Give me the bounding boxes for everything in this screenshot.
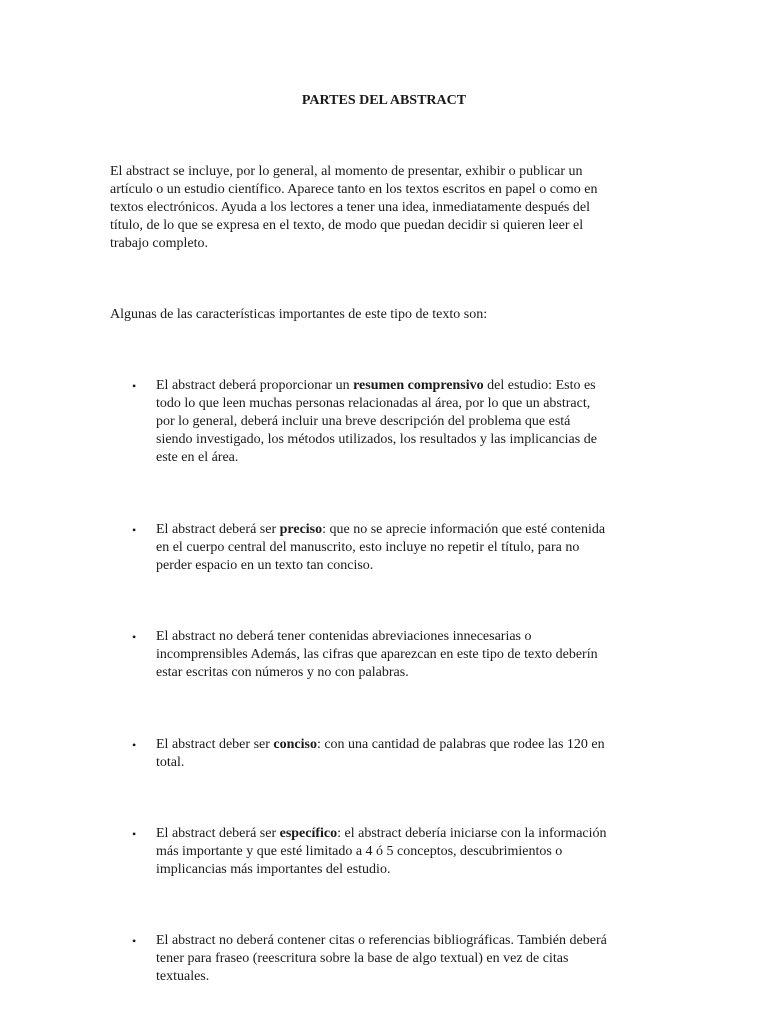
bullet-icon: • (132, 934, 137, 948)
bullet-icon: • (132, 379, 137, 393)
item-line: total. (156, 755, 185, 770)
intro-line: artículo o un estudio científico. Aparece tanto en los textos escritos en papel o como en (110, 182, 598, 197)
item-line: más importante y que esté limitado a 4 ó 5 conceptos, descubrimientos o (156, 844, 563, 859)
bullet-icon: • (132, 738, 137, 752)
item-line: textuales. (156, 969, 210, 984)
item-line: perder espacio en un texto tan conciso. (156, 558, 374, 573)
list-item-text (156, 628, 666, 682)
item-text-post: : que no se aprecie información que esté contenida (322, 522, 606, 537)
item-line: en el cuerpo central del manuscrito, esto incluye no repetir el título, para no (156, 540, 580, 555)
intro-line: título, de lo que se expresa en el texto, de modo que puedan decidir si quieren leer el (110, 218, 584, 233)
item-line: incomprensibles Además, las cifras que aparezcan en este tipo de texto deberín (156, 647, 598, 662)
item-text-pre: El abstract deber ser (156, 737, 274, 752)
list-item-text (156, 736, 666, 772)
intro-line: textos electrónicos. Ayuda a los lectores a tener una idea, inmediatamente después del (110, 200, 590, 215)
bullet-icon: • (132, 523, 137, 537)
item-text-pre: El abstract no deberá contener citas o referencias bibliográficas. También deberá (156, 933, 607, 948)
item-text-pre: El abstract deberá ser (156, 522, 280, 537)
list-item-text (156, 521, 666, 575)
item-line: estar escritas con números y no con palabras. (156, 665, 409, 680)
item-line: por lo general, deberá incluir una breve descripción del problema que está (156, 414, 571, 429)
item-line: todo lo que leen muchas personas relacionadas al área, por lo que un abstract, (156, 396, 591, 411)
intro-line: El abstract se incluye, por lo general, al momento de presentar, exhibir o publicar un (110, 164, 583, 179)
item-text-post: : con una cantidad de palabras que rodee las 120 en (316, 737, 605, 752)
bullet-icon: • (132, 630, 137, 644)
item-line: implicancias más importantes del estudio. (156, 862, 391, 877)
list-item-text (156, 825, 666, 879)
item-key-term: específico (279, 826, 338, 841)
lead-in-paragraph (110, 306, 670, 324)
document-title: PARTES DEL ABSTRACT (301, 93, 467, 108)
item-text-pre: El abstract no deberá tener contenidas abreviaciones innecesarias o (156, 629, 532, 644)
list-item-text (156, 932, 666, 986)
item-text-pre: El abstract deberá ser (156, 826, 280, 841)
bullet-icon: • (132, 827, 137, 841)
item-line: tener para fraseo (reescritura sobre la base de algo textual) en vez de citas (156, 951, 569, 966)
list-item-text (156, 377, 666, 467)
intro-line: trabajo completo. (110, 236, 208, 251)
intro-paragraph (110, 163, 670, 253)
item-text-post: : el abstract debería iniciarse con la información (337, 826, 607, 841)
item-text-post: del estudio: Esto es (483, 378, 596, 393)
item-line: este en el área. (156, 450, 239, 465)
item-key-term: resumen comprensivo (353, 378, 484, 393)
item-key-term: conciso (273, 737, 317, 752)
item-text-pre: El abstract deberá proporcionar un (156, 378, 354, 393)
item-key-term: preciso (279, 522, 323, 537)
lead-in-text: Algunas de las características importantes de este tipo de texto son: (110, 307, 488, 322)
item-line: siendo investigado, los métodos utilizados, los resultados y las implicancias de (156, 432, 597, 447)
